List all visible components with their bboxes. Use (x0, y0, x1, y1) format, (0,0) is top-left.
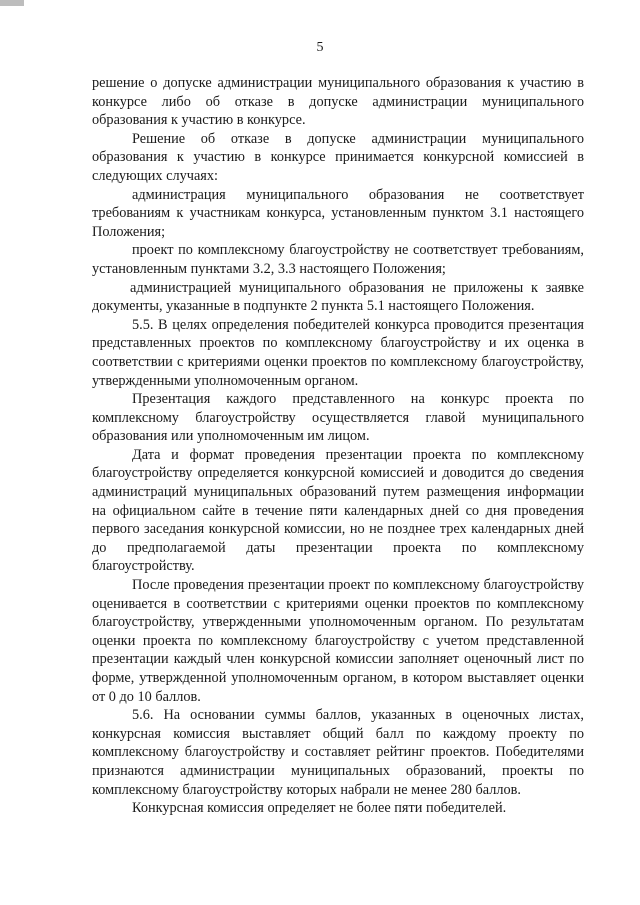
paragraph-case-project: проект по комплексному благоустройству не соответствует требованиям, установленным пунктами 3.2, 3.3 настоящего Положения; (92, 242, 584, 277)
paragraph-refusal-cases: Решение об отказе в допуске администрации муниципального образования к участию в конкурсе принимается конкурсной комиссией в следующих случаях: (92, 130, 584, 184)
paragraph-presentation: Презентация каждого представленного на конкурс проекта по комплексному благоустройству осуществляется главой муниципального образования или уполномоченным им лицом. (92, 391, 584, 445)
paragraph-case-documents: администрацией муниципального образования не приложены к заявке документы, указанные в подпункте 2 пункта 5.1 настоящего Положения. (92, 279, 584, 315)
paragraph-case-requirements: администрация муниципального образования не соответствует требованиям к участникам конкурса, установленным пунктом 3.1 настоящего Положения; (92, 186, 584, 240)
page-number: 5 (316, 40, 324, 55)
paragraph-evaluation: После проведения презентации проект по комплексному благоустройству оценивается в соответствии с критериями оценки проектов по комплексному благоустройству, утвержденными уполномоченным органом. По результатам оценки проекта по комплексному благоустройству с учетом представленной презентации каждый член конкурсной комиссии заполняет оценочный лист по форме, утвержденной уполномоченным органом, в котором выставляет оценки от 0 до 10 баллов. (92, 577, 584, 705)
paragraph-section-5-5: 5.5. В целях определения победителей конкурса проводится презентация представленных проектов по комплексному благоустройству и их оценка в соответствии с критериями оценки проектов по комплексному благоустройству, утвержденными уполномоченным органом. (92, 316, 584, 389)
paragraph-section-5-6: 5.6. На основании суммы баллов, указанных в оценочных листах, конкурсная комиссия выставляет общий балл по каждому проекту по комплексному благоустройству и составляет рейтинг проектов. Победителями признаются администрации муниципальных образований, проекты по комплексному благоустройству которых набрали не менее 280 баллов. (92, 707, 584, 798)
paragraph-admission-decision: решение о допуске администрации муниципального образования к участию в конкурсе либо об отказе в допуске администрации муниципального образования к участию в конкурсе. (92, 75, 584, 129)
scan-corner-mark (0, 0, 24, 6)
document-body (92, 74, 584, 818)
paragraph-presentation-date: Дата и формат проведения презентации проекта по комплексному благоустройству определяется конкурсной комиссией и доводится до сведения администраций муниципальных образований путем размещения информации на официальном сайте в течение пяти календарных дней со дня проведения первого заседания конкурсной комиссии, но не позднее трех календарных дней до предполагаемой даты презентации проекта по комплексному благоустройству. (92, 446, 584, 575)
paragraph-winners-limit: Конкурсная комиссия определяет не более пяти победителей. (132, 800, 507, 817)
